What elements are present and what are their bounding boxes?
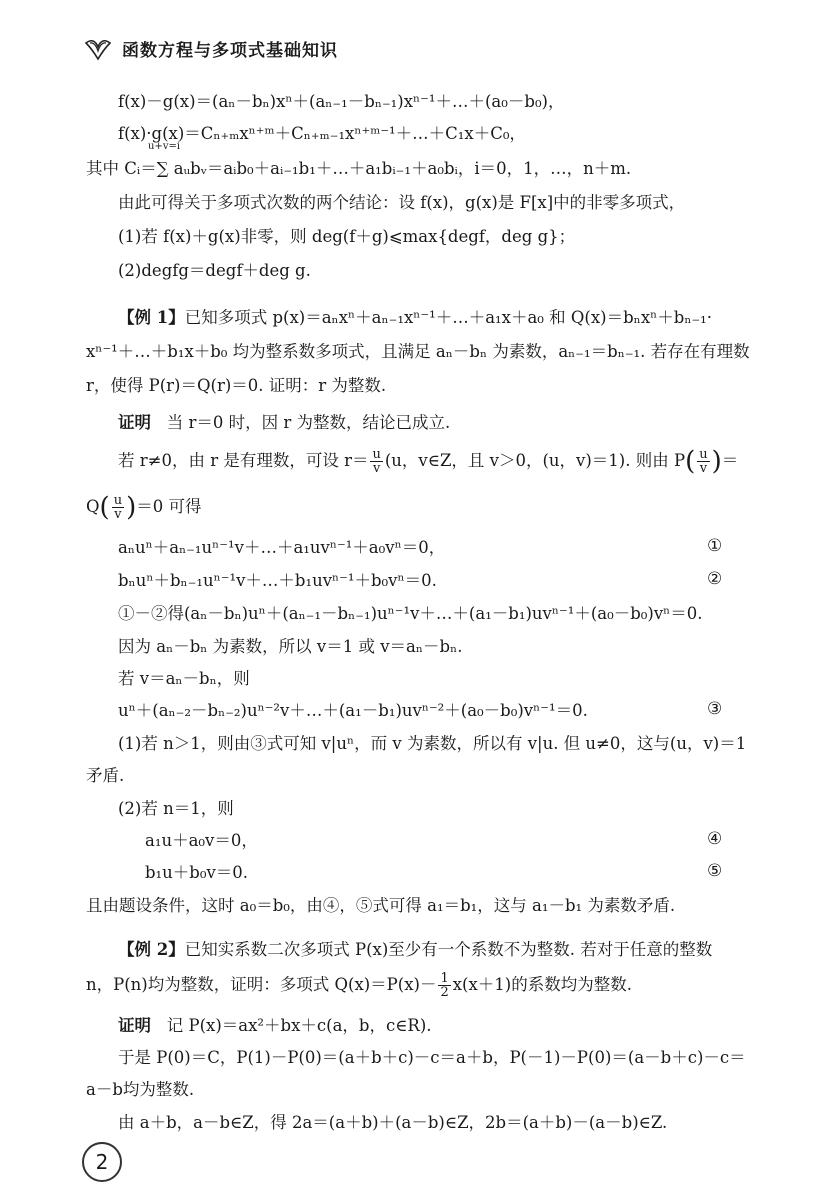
running-header xyxy=(84,36,338,61)
proof-1-line-3-b: ＝0 可得 xyxy=(136,497,202,516)
proof-1-case-v: 若 v＝aₙ－bₙ，则 xyxy=(118,669,250,688)
proof-1-prime-cases: 因为 aₙ－bₙ 为素数，所以 v＝1 或 v＝aₙ－bₙ. xyxy=(118,637,463,656)
q-symbol: Q xyxy=(86,497,100,516)
proof-1-line-1 xyxy=(118,412,450,434)
proof-1-case-n-gt-1: (1)若 n＞1，则由③式可知 v|uⁿ，而 v 为素数，所以有 v|u. 但 u≠0，这与(u，v)＝1 xyxy=(118,734,747,753)
fraction-numerator: u xyxy=(372,447,381,462)
proof-1-line-2-c: ＝ xyxy=(721,451,739,470)
proof-2-line-4: 由 a＋b，a－b∈Z，得 2a＝(a＋b)＋(a－b)∈Z，2b＝(a＋b)－(a－b)∈Z. xyxy=(118,1113,668,1132)
fraction-u-over-v xyxy=(370,448,382,475)
example-1-statement-line-1 xyxy=(118,307,712,329)
equation-4-number: ④ xyxy=(707,829,723,849)
example-2-statement-line-1 xyxy=(118,939,712,961)
fraction-numerator: u xyxy=(113,493,123,508)
degree-rule-1: (1)若 f(x)＋g(x)非零，则 deg(f＋g)⩽max{degf，deg g}； xyxy=(118,227,576,246)
degree-intro: 由此可得关于多项式次数的两个结论：设 f(x)，g(x)是 F[x]中的非零多项式， xyxy=(118,193,686,212)
fraction-numerator: u xyxy=(699,447,708,462)
equation-3-number: ③ xyxy=(707,699,723,719)
proof-1-line-2-b: (u，v∈Z，且 v＞0，(u，v)＝1). 则由 P xyxy=(384,451,686,470)
proof-1-line-2-a: 若 r≠0，由 r 是有理数，可设 r＝ xyxy=(118,451,369,470)
proof-2-line-1 xyxy=(118,1015,432,1037)
proof-1-text: 当 r＝0 时，因 r 为整数，结论已成立. xyxy=(166,413,451,432)
proof-1-line-3: Q( $\frac{u}{v}$ )＝0 可得 xyxy=(86,492,202,523)
example-2-text-b2: x(x＋1)的系数均为整数. xyxy=(452,975,632,994)
example-1-statement-line-2: xⁿ⁻¹＋…＋b₁x＋b₀ 均为整系数多项式，且满足 aₙ－bₙ 为素数，aₙ₋₁＝bₙ₋₁. 若存在有理数 xyxy=(86,342,750,361)
equation-5-number: ⑤ xyxy=(707,861,723,881)
equation-difference: f(x)－g(x)＝(aₙ－bₙ)xⁿ＋(aₙ₋₁－bₙ₋₁)xⁿ⁻¹＋…＋(a₀－b₀)， xyxy=(118,92,565,111)
fraction-denominator: v xyxy=(372,461,381,476)
proof-2-line-2: 于是 P(0)＝C，P(1)－P(0)＝(a＋b＋c)－c＝a＋b，P(－1)－P(0)＝(a－b＋c)－c＝ xyxy=(118,1048,746,1067)
fraction-u-over-v-2 xyxy=(697,448,709,475)
proof-2-text-1: 记 P(x)＝ax²＋bx＋c(a，b，c∈R). xyxy=(166,1016,432,1035)
equation-subtraction: ①－②得(aₙ－bₙ)uⁿ＋(aₙ₋₁－bₙ₋₁)uⁿ⁻¹v＋…＋(a₁－b₁)uvⁿ⁻¹＋(a₀－b₀)vⁿ＝0. xyxy=(118,604,703,623)
example-2-text-a: 已知实系数二次多项式 P(x)至少有一个系数不为整数. 若对于任意的整数 xyxy=(184,940,713,959)
fraction-u-over-v-3 xyxy=(112,494,124,521)
proof-1-contradiction: 矛盾. xyxy=(86,766,125,785)
equation-2: bₙuⁿ＋bₙ₋₁uⁿ⁻¹v＋…＋b₁uvⁿ⁻¹＋b₀vⁿ＝0. xyxy=(118,571,437,590)
example-1-statement-line-3: r，使得 P(r)＝Q(r)＝0. 证明：r 为整数. xyxy=(86,376,387,395)
fraction-one-half xyxy=(438,972,450,999)
header-title: 函数方程与多项式基础知识 xyxy=(122,41,338,61)
equation-1-number: ① xyxy=(707,536,723,556)
equation-1: aₙuⁿ＋aₙ₋₁uⁿ⁻¹v＋…＋a₁uvⁿ⁻¹＋a₀vⁿ＝0， xyxy=(118,538,446,557)
proof-2-line-3: a－b均为整数. xyxy=(86,1080,195,1099)
example-1-text-a: 已知多项式 p(x)＝aₙxⁿ＋aₙ₋₁xⁿ⁻¹＋…＋a₁x＋a₀ 和 Q(x)＝bₙxⁿ＋bₙ₋₁· xyxy=(184,308,713,327)
example-1-label: 【例 1】 xyxy=(118,308,185,327)
fraction-numerator: 1 xyxy=(440,971,449,986)
equation-5: b₁u＋b₀v＝0. xyxy=(145,863,249,882)
sum-limit: u+v=i xyxy=(148,141,181,152)
page-number: 2 xyxy=(82,1142,122,1182)
proof-1-label: 证明 xyxy=(118,413,151,432)
proof-1-conclusion: 且由题设条件，这时 a₀＝b₀，由④，⑤式可得 a₁＝b₁，这与 a₁－b₁ 为素数矛盾. xyxy=(86,896,676,915)
degree-rule-2: (2)degfg＝degf＋deg g. xyxy=(118,261,311,280)
example-2-statement-line-2 xyxy=(86,970,632,1000)
equation-3: uⁿ＋(aₙ₋₂－bₙ₋₂)uⁿ⁻²v＋…＋(a₁－b₁)uvⁿ⁻²＋(a₀－b₀)vⁿ⁻¹＝0. xyxy=(118,701,588,720)
book-bird-logo-icon xyxy=(84,37,112,61)
example-2-text-b1: n，P(n)均为整数，证明：多项式 Q(x)＝P(x)－ xyxy=(86,975,437,994)
proof-1-case-n-eq-1: (2)若 n＝1，则 xyxy=(118,799,234,818)
fraction-denominator: v xyxy=(114,507,122,522)
example-2-label: 【例 2】 xyxy=(118,940,185,959)
equation-4: a₁u＋a₀v＝0， xyxy=(145,831,258,850)
equation-2-number: ② xyxy=(707,569,723,589)
proof-1-line-2: 若 r≠0，由 r 是有理数，可设 r＝ $\frac{u}{v}$ (u，v∈Z，且 v＞0，(u，v)＝1). 则由 P( $\frac{u}{v}$ )＝ xyxy=(118,446,739,477)
coefficient-definition: 其中 Cᵢ＝∑ aᵤbᵥ＝aᵢb₀＋aᵢ₋₁b₁＋…＋a₁bᵢ₋₁＋a₀bᵢ，i＝0，1，…，n＋m. xyxy=(86,159,632,178)
proof-2-label: 证明 xyxy=(118,1016,151,1035)
equation-product: f(x)·g(x)＝Cₙ₊ₘxⁿ⁺ᵐ＋Cₙ₊ₘ₋₁xⁿ⁺ᵐ⁻¹＋…＋C₁x＋C₀， xyxy=(118,124,526,143)
fraction-denominator: 2 xyxy=(440,985,449,1000)
fraction-denominator: v xyxy=(699,461,708,476)
